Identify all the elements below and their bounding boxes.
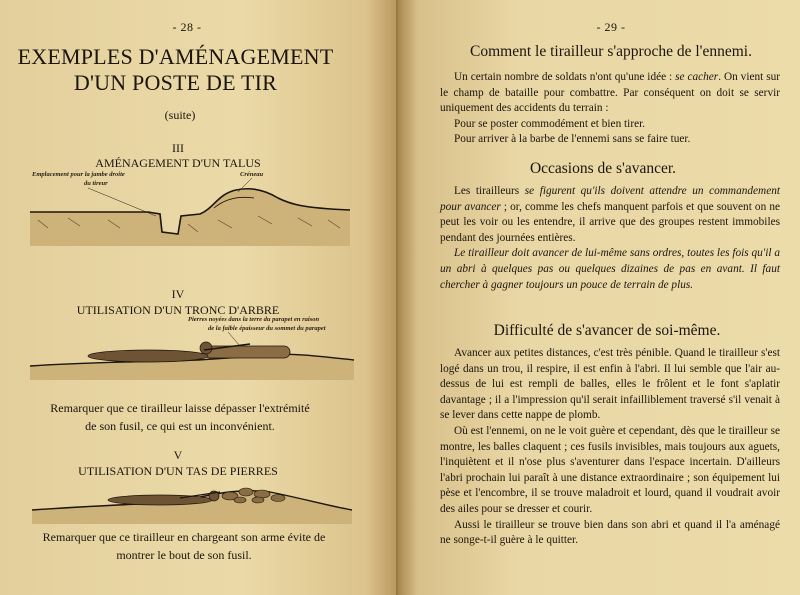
suite-label: (suite) [164,108,196,122]
section-4-caption-line-1: Remarquer que ce tirailleur laisse dépasser l'extrémité [50,401,310,415]
fig-pierres-soldier-body [108,495,212,505]
left-page [0,0,398,595]
heading-approche: Comment le tirailleur s'approche de l'ennemi. [470,43,752,60]
fig-talus-label-b: Créneau [240,171,264,178]
figure-tas-pierres [30,476,354,526]
left-page-number: - 28 - [172,20,202,34]
paragraph-1-line-1: Pour se poster commodément et bien tirer. [454,117,646,130]
section-5-heading: UTILISATION D'UN TAS DE PIERRES [78,464,278,478]
section-4-heading: UTILISATION D'UN TRONC D'ARBRE [76,303,280,317]
fig-talus-label-a2: du tireur [84,180,108,187]
figure-talus [28,168,353,248]
fig-talus-label-a1: Emplacement pour la jambe droite [32,171,125,178]
right-page-number: - 29 - [596,20,626,34]
heading-difficulte: Difficulté de s'avancer de soi-même. [493,322,721,339]
section-5-caption-line-2: montrer le bout de son fusil. [116,548,252,562]
figure-tronc-arbre [28,312,358,382]
paragraph-1-line-2: Pour arriver à la barbe de l'ennemi sans se faire tuer. [454,133,691,146]
text-block-2 [440,184,780,293]
fig-tronc-label-1: Pierres noyées dans la terre du parapet en raison [188,316,320,323]
section-5-caption-line-1: Remarquer que ce tirailleur en chargeant son arme évite de [42,530,326,544]
paragraph-3: Le tirailleur doit avancer de lui-même sans ordres, toutes les fois qu'il a un abri à quelques pas ou quelques dizaines de pas en avant. Il faut chercher à gagner toujours un pouce de terrain de plus. [440,247,780,291]
paragraph-6: Aussi le tirailleur se trouve bien dans son abri et quand il l'a aménagé ne songe-t-il guère à le quitter. [440,518,780,547]
text-block-1 [440,70,780,148]
fig-tronc-label-2: de la faible épaisseur du sommet du parapet [208,325,326,332]
section-3-numeral: III [172,141,184,155]
paragraph-5: Où est l'ennemi, on ne le voit guère et cependant, dès que le tirailleur se montre, les balles claquent ; ces fusils invisibles, mais toujours aux aguets, l'inquiètent et il n'ose plus s'aventurer dans l'espace incertain. D'ailleurs l'abri prochain lui paraît à une distance extraordinaire ; son équipement lui pèse et l'encombre, il se trouve maladroit et lourd, quand il voudrait avoir des ailes pour se dresser et courir. [440,424,780,515]
section-5-numeral: V [173,448,183,462]
section-5-caption [14,528,354,564]
fig-tronc-soldier-head [200,342,212,354]
fig-talus-ground [30,189,350,246]
paragraph-1: Un certain nombre de soldats n'ont qu'une idée : se cacher. On vient sur le champ de bataille pour combattre. Par conséquent on doit se servir uniquement des accidents du terrain : [440,71,780,115]
section-3-heading: AMÉNAGEMENT D'UN TALUS [95,156,261,170]
heading-occasions: Occasions de s'avancer. [529,160,677,177]
left-page-title [8,44,343,96]
paragraph-2: Les tirailleurs se figurent qu'ils doivent attendre un commandement pour avancer ; or, comme les chefs manquent parfois et que souvent on ne peut les voir ou les entendre, il arrive que des groupes restent immobiles pendant des journées entières. [440,185,780,244]
title-line-1: EXEMPLES D'AMÉNAGEMENT [17,44,334,69]
section-4-caption-line-2: de son fusil, ce qui est un inconvénient. [85,419,275,433]
text-block-3 [440,346,780,549]
right-page [398,0,800,595]
fig-tronc-leader [228,332,240,346]
paragraph-4: Avancer aux petites distances, c'est très pénible. Quand le tirailleur s'est logé dans un trou, il respire, il est enfin à l'abri. Il lui semble que l'air au-dessus de lui est rempli de balles, elles le frôlent et le font s'aplatir davantage ; il a l'impression qu'il serait infailliblement traversé s'il venait à se lever dans cette nappe de plomb. [440,347,780,422]
section-4-caption [30,399,330,435]
section-4-numeral: IV [171,287,185,301]
title-line-2: D'UN POSTE DE TIR [73,70,278,95]
fig-tronc-soldier-body [88,350,208,362]
